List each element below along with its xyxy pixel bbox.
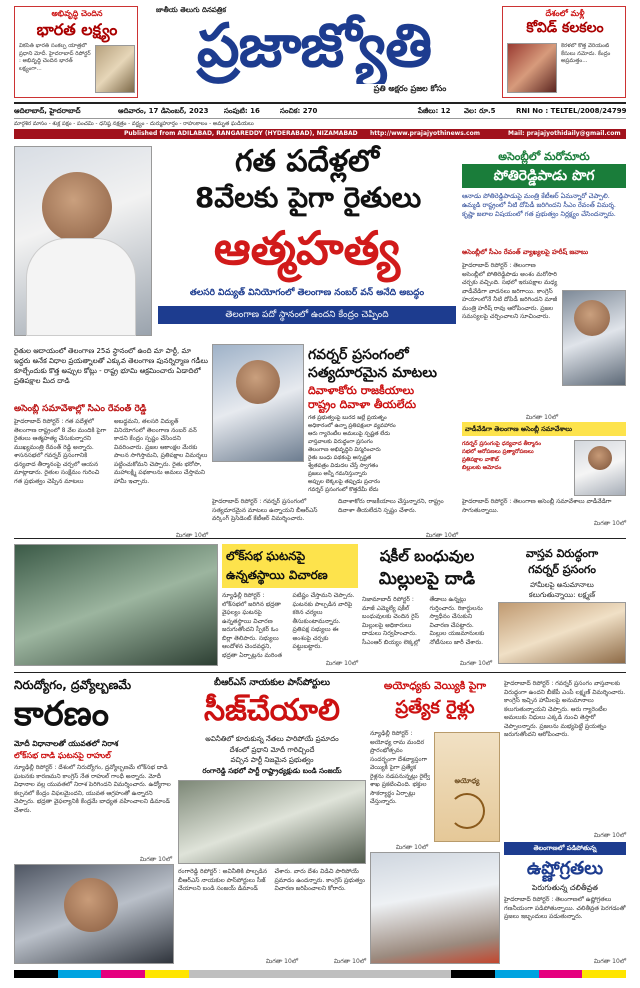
passports-kicker: బీఆర్ఎస్ నాయకుల పాస్‌పోర్టులు	[214, 678, 330, 688]
published-bar	[14, 129, 626, 139]
ayodhya-art	[434, 732, 500, 842]
passports-body: రంగారెడ్డి రిపోర్టర్ : అవినీతికి పాల్పడిన బీఆర్ఎస్ నాయకుల పాస్‌పోర్టులు సీజ్ చేయాలని బండి సంజయ్ డిమాండ్ చేశారు. వారు దేశం విడిచి పారిపోయే ప్రమాదం ఉందన్నారు. కాంగ్రెస్ ప్రభుత్వం విచారణ జరిపించాలని కోరారు.	[178, 868, 366, 892]
pages: పేజీలు: 12	[418, 107, 451, 115]
print-color-bar	[14, 970, 626, 978]
governor-headline-1: వాస్తవ విరుద్ధంగా	[525, 547, 599, 560]
jobs-headline-2: కారణం	[14, 694, 109, 734]
assembly-credit: మిగతా 10లో	[525, 414, 558, 421]
assembly-body-2: హైదరాబాద్ రిపోర్టర్ : తెలంగాణ అసెంబ్లీలో పోతిరెడ్డిపాడు అంశం మరోసారి చర్చకు వచ్చింది. సభలో ఇరుపక్షాల మధ్య వాడీవేడిగా వాదనలు జరిగాయి. కాంగ్రెస్ హయాంలోనే నీటి దోపిడీ జరిగిందని మాజీ మంత్రి హరీష్ రావు ఆరోపించారు. ప్రజల సమస్యలపై చర్చించాలని సూచించారు.	[462, 262, 558, 320]
ktr-bullet: వాస్తవాలకు విరుద్ధంగా ప్రసంగం	[308, 439, 373, 445]
assembly-photo-figure	[574, 300, 610, 336]
passports-credit: మిగతా 10లో	[265, 958, 298, 965]
lead-strap: తెలంగాణ పదో స్థానంలో ఉందని కేంద్రం చెప్పింది	[158, 306, 456, 324]
governor-sub: కలుగుతున్నాయి: లక్ష్మణ్	[528, 591, 596, 599]
lead-byline: అసెంబ్లీ సమావేశాల్లో సీఎం రేవంత్ రెడ్డి	[14, 404, 147, 414]
ktr-bullets	[308, 414, 458, 496]
loksabha-credit: మిగతా 10లో	[325, 660, 358, 667]
edition: ఆదిలాబాద్, హైదరాబాద్	[14, 107, 81, 115]
ktr-bullet: అప్పుల లెక్కలపై తప్పుడు ప్రచారం	[308, 479, 381, 485]
brief-list	[462, 440, 570, 496]
lead-body: హైదరాబాద్ రిపోర్టర్ : గత పదేళ్లలో తెలంగాణ రాష్ట్రంలో 8 వేల మందికి పైగా రైతులు ఆత్మహత్య చేసుకున్నారని ముఖ్యమంత్రి రేవంత్ రెడ్డి అన్నారు. శాసనసభలో గవర్నర్ ప్రసంగానికి ధన్యవాద తీర్మానంపై చర్చలో ఆయన మాట్లాడారు. రైతుల సంక్షేమం గురించి గత ప్రభుత్వం చెప్పిన మాటలు అబద్ధమని, తలసరి విద్యుత్ వినియోగంలో తెలంగాణ నంబర్ వన్ కాదని కేంద్రం స్పష్టం చేసిందని వివరించారు. ప్రజల ఆకాంక్షల మేరకు పాలన సాగిస్తామని, ప్రతిపక్షాల విమర్శలు పట్టించుకోమని చెప్పారు. రైతు భరోసా, మహాలక్ష్మి పథకాలను అమలు చేస్తామని హామీ ఇచ్చారు.	[14, 418, 208, 485]
ktr-bullet: అధికారంలో ఉన్నా ప్రతిపక్షంలా వ్యవహారం	[308, 423, 396, 429]
color-swatch	[451, 970, 495, 978]
assembly-byline: అసెంబ్లీలో సీఎం రేవంత్ వ్యాఖ్యలపై హరీష్ జవాబు	[462, 248, 589, 256]
ktr-bullet: రైతు బంధు పథకంపై అస్పష్టత	[308, 455, 372, 461]
jobs-credit: మిగతా 10లో	[139, 856, 172, 863]
color-swatch	[145, 970, 189, 978]
loksabha-headline-2: ఉన్నతస్థాయి విచారణ	[226, 568, 328, 582]
ktr-headline-1: గవర్నర్ ప్రసంగంలో	[308, 347, 409, 363]
shakeel-headline-2: మిల్లులపై దాడి	[378, 569, 476, 589]
right-promo-headline: కోవిడ్ కలకలం	[526, 20, 604, 36]
lead-photo-figure	[42, 172, 112, 242]
ayodhya-credit: మిగతా 10లో	[395, 844, 428, 851]
website[interactable]: http://www.prajajyothinews.com	[370, 130, 480, 137]
cold-photo	[370, 852, 500, 964]
ktr-bullet: ప్రజలు అన్నీ గమనిస్తున్నారు	[308, 471, 367, 477]
ktr-bullet: ఆరు గ్యారెంటీల అమలుపై స్పష్టత లేదు	[308, 431, 390, 437]
shakeel-headline-1: షకీల్ బంధువుల	[379, 547, 475, 565]
cold-kicker: తెలంగాణలో పడిపోతున్న	[504, 842, 626, 855]
bandi-photo	[178, 780, 366, 864]
ayodhya-headline-1: అయోధ్యకు వెయ్యికి పైగా	[383, 680, 487, 692]
left-promo-text: వికసిత్ భారత్ సంకల్ప యాత్రలో ప్రధాని మోదీ. హైదరాబాద్ రిపోర్టర్ : అభివృద్ధి చెందిన భారత్ లక్ష్యంగా...	[19, 43, 91, 72]
lead-photo-body	[26, 238, 136, 336]
right-promo-photo	[507, 43, 557, 93]
motto	[330, 84, 490, 95]
governor-photo	[498, 602, 626, 664]
section-rule-2	[14, 672, 626, 673]
masthead-logo: ప్రజాజ్యోతి	[196, 11, 432, 81]
right-promo-text: కేరళలో కొత్త వేరియంట్ కేసులు నమోదు. కేంద్రం అప్రమత్తం...	[561, 43, 611, 64]
passports-strap-1: అవినీతిలో కూరుకున్న నేతలు పారిపోయే ప్రమాదం	[205, 735, 339, 743]
left-promo-kicker: అభివృద్ధి చెందిన	[51, 9, 103, 18]
ktr-bullet: శ్వేతపత్రం విడుదల చేస్తే స్వాగతం	[308, 463, 379, 469]
shakeel-credit: మిగతా 10లో	[459, 660, 492, 667]
right-promo[interactable]	[502, 6, 626, 98]
brief-photo-figure	[588, 446, 612, 470]
brief-body: హైదరాబాద్ రిపోర్టర్ : తెలంగాణ అసెంబ్లీ సమావేశాలు వాడీవేడిగా సాగుతున్నాయి.	[462, 498, 612, 514]
color-swatch	[582, 970, 626, 978]
lead-headline-1: గత పదేళ్లలో	[234, 144, 379, 179]
bow-icon	[449, 793, 485, 829]
jobs-headline-1: నిరుద్యోగం, ద్రవ్యోల్బణమే	[14, 678, 132, 692]
published-from: Published from ADILABAD, RANGAREDDY (HYDERABAD), NIZAMABAD	[124, 130, 358, 137]
governor-kicker: హామీలపై అనుమానాలు	[530, 581, 594, 589]
panchangam: మార్గశిర మాసం - శుక్ల పక్షం - పంచమి - ధనిష్ఠ నక్షత్రం - వర్జ్యం - దుర్ముహూర్తం - రాహుకాలం - అమృత ఘడియలు	[14, 118, 626, 128]
governor-headline-2: గవర్నర్ ప్రసంగం	[528, 563, 596, 576]
loksabha-body: న్యూఢిల్లీ రిపోర్టర్ : లోక్‌సభలో జరిగిన భద్రతా వైఫల్యం ఘటనపై ఉన్నతస్థాయి విచారణ జరుగుతోందని స్పీకర్ ఓం బిర్లా తెలిపారు. సభ్యులు ఆందోళన చెందవద్దని, భద్రతా ఏర్పాట్లను మరింత పటిష్టం చేస్తామని చెప్పారు. ఘటనకు పాల్పడిన వారిపై కఠిన చర్యలు తీసుకుంటామన్నారు. ప్రతిపక్ష సభ్యులు ఈ అంశంపై చర్చకు పట్టుబట్టారు.	[222, 592, 355, 659]
motto-text: ప్రతి అక్షరం ప్రజల కోసం	[373, 84, 447, 93]
price: వెల: రూ.5	[464, 107, 496, 115]
date: ఆదివారం, 17 డిసెంబర్, 2023	[118, 107, 209, 115]
cold-credit: మిగతా 10లో	[593, 958, 626, 965]
brief-item: బిల్లులకు ఆమోదం	[462, 465, 502, 471]
cold-sub: పెరుగుతున్న చలితీవ్రత	[532, 883, 598, 892]
right-col-credit: మిగతా 10లో	[593, 832, 626, 839]
dateline	[14, 104, 626, 118]
brief-item: సభలో ఆరోపణలు ప్రత్యారోపణలు	[462, 449, 534, 455]
section-rule-1	[14, 538, 626, 539]
ktr-kicker-2: రాష్ట్రం దివాళా తీయలేదు	[308, 398, 417, 411]
passports-strap-4: రంగారెడ్డి సభలో పార్టీ రాష్ట్రాధ్యక్షుడు బండి సంజయ్	[202, 766, 342, 775]
loksabha-photo	[14, 544, 218, 666]
loksabha-headline-1: లోక్‌సభ ఘటనపై	[226, 549, 306, 563]
color-swatch	[495, 970, 539, 978]
color-swatch	[539, 970, 583, 978]
ktr-credit: మిగతా 10లో	[425, 532, 458, 539]
color-swatch	[58, 970, 102, 978]
jobs-kicker: మోదీ విధానాలతో యువతలో నిరాశ	[14, 739, 119, 748]
assembly-headline: పోతిరెడ్డిపాడు పొగ	[462, 164, 626, 188]
brief-credit: మిగతా 10లో	[593, 520, 626, 527]
bottom-credit: మిగతా 10లో	[333, 958, 366, 965]
shakeel-body: నిజామాబాద్ రిపోర్టర్ : మాజీ ఎమ్మెల్యే షకీల్ బంధువులకు చెందిన రైస్ మిల్లులపై అధికారులు దాడులు నిర్వహించారు. సీఎంఆర్ బియ్యం లెక్కల్లో తేడాలు ఉన్నట్లు గుర్తించారు. రికార్డులను స్వాధీనం చేసుకుని విచారణ చేపట్టారు. మిల్లుల యజమానులకు నోటీసులు జారీ చేశారు.	[362, 596, 485, 646]
tagline: జాతీయ తెలుగు దినపత్రిక	[156, 6, 226, 14]
assembly-body: ఆనాడు పోతిరెడ్డిపాడుపై మంత్రి కేటీఆర్ ఏమన్నారో చెప్పాలి. ఉమ్మడి రాష్ట్రంలో నీటి దోపిడీ జరిగిందని సీఎం రేవంత్ విమర్శ. కృష్ణా జలాల విషయంలో గత ప్రభుత్వం నిర్లక్ష్యం చేసిందన్నారు.	[462, 192, 616, 218]
rni: RNI No : TELTEL/2008/24799	[516, 107, 627, 115]
passports-strap-3: వచ్చిన పార్టీ నిజమైన ప్రభుత్వం	[230, 756, 314, 764]
passports-headline: సీజ్‌చేయాలి	[204, 693, 340, 728]
assembly-kicker: అసెంబ్లీలో మరోమారు	[498, 150, 590, 163]
mail[interactable]: Mail: prajajyothidaily@gmail.com	[508, 130, 621, 137]
brief-item: ప్రతిపక్షాల వాకౌట్	[462, 457, 499, 463]
masthead	[0, 0, 640, 102]
ayodhya-headline-2: ప్రత్యేక రైళ్లు	[395, 697, 475, 718]
left-promo[interactable]	[14, 6, 138, 98]
ktr-kicker-1: దివాళాకోరు రాజకీయాలు	[308, 384, 415, 397]
passports-strap	[178, 734, 366, 776]
lead-intro: రైతుల ఆదాయంలో తెలంగాణ 25వ స్థానంలో ఉంది మా పార్టీ, మా ఇద్దరు అనేక విధాల ప్రయత్నాలతో ఎక్కువ తెలంగాణ పునర్నిర్మాణ గడీలు కూల్చేందుకు కొత్త అప్పుల కోట్లు - రాష్ట్ర భూమి ఆక్రమించారు ఏడాదిలో ప్రతిపక్షాల మీద దాడి	[14, 347, 208, 385]
right-col-body: హైదరాబాద్ రిపోర్టర్ : గవర్నర్ ప్రసంగం వాస్తవాలకు విరుద్ధంగా ఉందని బీజేపీ ఎంపీ లక్ష్మణ్ విమర్శించారు. కాంగ్రెస్ ఇచ్చిన హామీలపై అనుమానాలు కలుగుతున్నాయని చెప్పారు. ఆరు గ్యారెంటీల అమలుకు నిధులు ఎక్కడి నుంచి తెస్తారో చెప్పాలన్నారు. ప్రజలను మభ్యపెట్టే ప్రయత్నం జరుగుతోందని ఆరోపించారు.	[504, 680, 626, 738]
left-promo-photo	[95, 45, 135, 93]
lead-headline-2: 8వేలకు పైగా రైతులు	[194, 181, 422, 214]
color-swatch	[189, 970, 451, 978]
lead-credit: మిగతా 10లో	[175, 532, 208, 539]
cold-headline: ఉష్ణోగ్రతలు	[526, 858, 604, 879]
ktr-bullet: గవర్నర్ ప్రసంగంలో కొత్తదేమీ లేదు	[308, 487, 379, 493]
ktr-body: హైదరాబాద్ రిపోర్టర్ : గవర్నర్ ప్రసంగంలో సత్యదూరమైన మాటలు ఉన్నాయని బీఆర్ఎస్ వర్కింగ్ ప్రెసిడెంట్ కేటీఆర్ విమర్శించారు. దివాళాకోరు రాజకీయాలు చేస్తున్నారని, రాష్ట్రం దివాళా తీయలేదని స్పష్టం చేశారు.	[212, 498, 444, 522]
ayodhya-sign: అయోధ్య	[454, 777, 480, 785]
color-swatch	[101, 970, 145, 978]
issue: సంచిక: 270	[280, 107, 318, 115]
passports-strap-2: దేశంలో ప్రధాని మోదీ గారిచ్చిందే	[229, 745, 315, 754]
volume: సంపుటి: 16	[224, 107, 260, 115]
lead-headline-3: ఆత్మహత్య	[213, 221, 401, 275]
jobs-byline: లోక్‌సభ దాడి ఘటనపై రాహుల్	[14, 751, 111, 760]
jobs-body: న్యూఢిల్లీ రిపోర్టర్ : దేశంలో నిరుద్యోగం, ద్రవ్యోల్బణమే లోక్‌సభ దాడి ఘటనకు కారణమని కాంగ్రెస్ నేత రాహుల్ గాంధీ అన్నారు. మోదీ విధానాల వల్ల యువతలో నిరాశ పెరిగిందని విమర్శించారు. ఉద్యోగాల కల్పనలో కేంద్రం విఫలమైందని, యువత ఆగ్రహంతో ఉన్నారని చెప్పారు. భద్రతా వైఫల్యానికి కేంద్రమే బాధ్యత వహించాలని డిమాండ్ చేశారు.	[14, 764, 171, 814]
ktr-bullet: తెలంగాణ అభివృద్ధిని విస్మరించారు	[308, 447, 381, 453]
left-promo-headline: భారత లక్ష్యం	[36, 20, 118, 39]
ktr-photo-figure	[236, 360, 280, 404]
cold-body: హైదరాబాద్ రిపోర్టర్ : తెలంగాణలో ఉష్ణోగ్రతలు గణనీయంగా పడిపోతున్నాయి. చలితీవ్రత పెరగడంతో ప్రజలు ఇబ్బందులు పడుతున్నారు.	[504, 896, 626, 920]
brief-kicker: వాడీవేడిగా తెలంగాణ అసెంబ్లీ సమావేశాలు	[462, 422, 626, 436]
color-swatch	[14, 970, 58, 978]
brief-item: గవర్నర్ ప్రసంగంపై ధన్యవాద తీర్మానం	[462, 441, 541, 447]
rahul-photo-figure	[64, 878, 118, 932]
ayodhya-body: న్యూఢిల్లీ రిపోర్టర్ : అయోధ్య రామ మందిర ప్రారంభోత్సవం సందర్భంగా దేశవ్యాప్తంగా వెయ్యికి పైగా ప్రత్యేక రైళ్లను నడపనున్నట్లు రైల్వే శాఖ ప్రకటించింది. భక్తుల సౌకర్యార్థం ఏర్పాట్లు చేస్తున్నారు.	[370, 730, 430, 805]
ktr-bullet: గత ప్రభుత్వంపై బురద జల్లే ప్రయత్నం	[308, 415, 387, 421]
lead-subhead: తలసరి విద్యుత్ వినియోగంలో తెలంగాణ నంబర్ వన్ అనేది అబద్ధం	[189, 288, 425, 298]
loksabha-headline-box	[222, 544, 358, 588]
right-promo-kicker: దేశంలో మళ్లీ	[545, 9, 585, 18]
ktr-headline-2: సత్యదూరమైన మాటలు	[308, 365, 437, 381]
